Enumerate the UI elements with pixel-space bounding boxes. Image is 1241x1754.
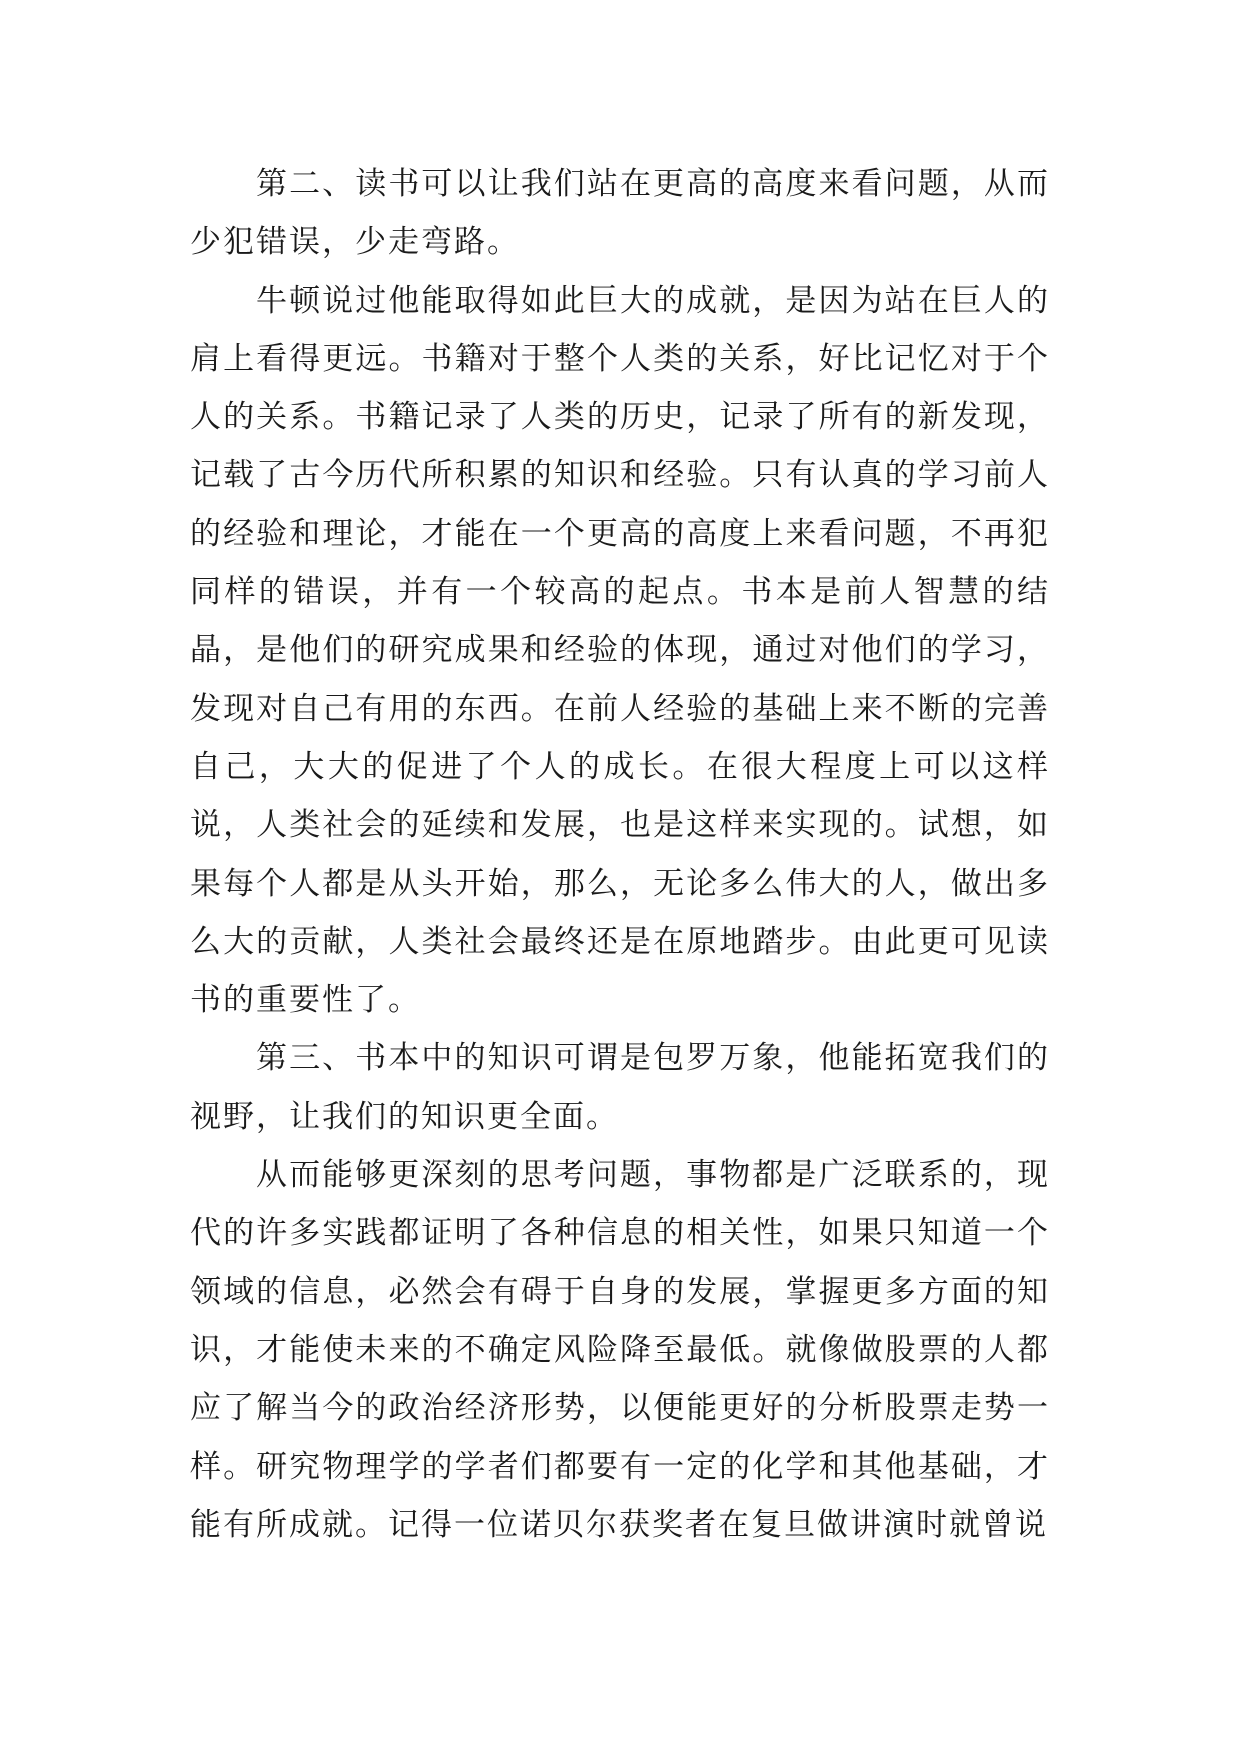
- paragraph-third-point: 第三、书本中的知识可谓是包罗万象，他能拓宽我们的视野，让我们的知识更全面。: [190, 1040, 1050, 1135]
- paragraph-deep-thinking: 从而能够更深刻的思考问题，事物都是广泛联系的，现代的许多实践都证明了各种信息的相关性，如果只知道一个领域的信息，必然会有碍于自身的发展，掌握更多方面的知识，才能使未来的不确定风险降至最低。就像做股票的人都应了解当今的政治经济形势，以便能更好的分析股票走势一样。研究物理学的学者们都要有一定的化学和其他基础，才能有所成就。记得一位诺贝尔获奖者在复旦做讲演时就曾说: [190, 1157, 1050, 1543]
- document-body: [190, 155, 1050, 1554]
- paragraph-newton: 牛顿说过他能取得如此巨大的成就，是因为站在巨人的肩上看得更远。书籍对于整个人类的关系，好比记忆对于个人的关系。书籍记录了人类的历史，记录了所有的新发现，记载了古今历代所积累的知识和经验。只有认真的学习前人的经验和理论，才能在一个更高的高度上来看问题，不再犯同样的错误，并有一个较高的起点。书本是前人智慧的结晶，是他们的研究成果和经验的体现，通过对他们的学习，发现对自己有用的东西。在前人经验的基础上来不断的完善自己，大大的促进了个人的成长。在很大程度上可以这样说，人类社会的延续和发展，也是这样来实现的。试想，如果每个人都是从头开始，那么，无论多么伟大的人，做出多么大的贡献，人类社会最终还是在原地踏步。由此更可见读书的重要性了。: [190, 282, 1050, 1019]
- paragraph-second-point: 第二、读书可以让我们站在更高的高度来看问题，从而少犯错误，少走弯路。: [190, 166, 1050, 261]
